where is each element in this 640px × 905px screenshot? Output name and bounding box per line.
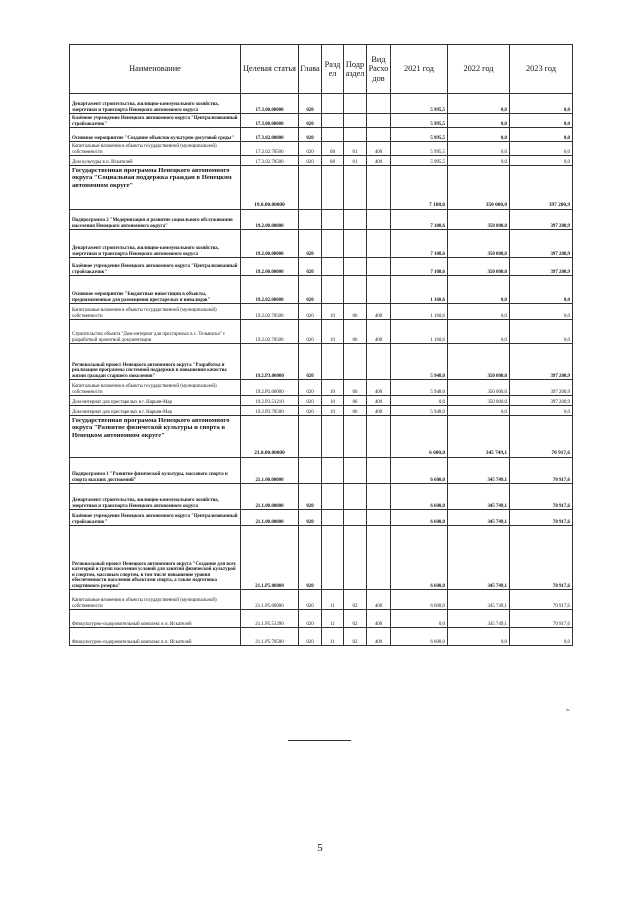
row-exp-type: 400 [367,380,391,396]
row-chapter: 020 [299,510,322,526]
table-row [70,344,573,380]
row-subsection: 02 [344,628,367,646]
row-2023: 397 200,9 [510,210,573,230]
row-chapter: 020 [299,258,322,276]
row-name: Подпрограмма 1 "Развитие физической культуры, массового спорта и спорта высших достижений" [70,458,241,484]
row-name: Департамент строительства, жилищно-коммунального хозяйства, энергетики и транспорта Ненецкого автономного округа [70,94,241,114]
row-2022: 0,0 [448,156,510,166]
row-section [322,276,344,304]
row-2022: 0,0 [448,628,510,646]
row-2021: 5 995,5 [391,142,448,156]
row-target: 21.1.P5.00000 [241,590,299,610]
table-row [70,210,573,230]
row-2022: 0,0 [448,94,510,114]
row-target: 19.2.02.70500 [241,304,299,320]
row-subsection: 01 [344,156,367,166]
row-target: 21.1.00.00000 [241,484,299,510]
row-section [322,344,344,380]
row-2022: 0,0 [448,114,510,128]
row-name: Казённое учреждение Ненецкого автономного округа "Централизованный стройзаказчик" [70,258,241,276]
header-section: Раздел [322,45,344,94]
row-2023: 70 917,6 [510,416,573,458]
row-name: Государственная программа Ненецкого автономного округа "Социальная поддержка граждан в Ненецком автономном округе" [70,166,241,210]
row-target: 19.2.P3.00000 [241,380,299,396]
row-target: 19.2.P3.00000 [241,344,299,380]
table-header [70,45,573,94]
row-subsection [344,210,367,230]
row-2021: 5 995,5 [391,156,448,166]
table-row [70,406,573,416]
row-name: Департамент строительства, жилищно-коммунального хозяйства, энергетики и транспорта Ненецкого автономного округа [70,230,241,258]
row-2023: 0,0 [510,156,573,166]
row-name: Основное мероприятие "Создание объектов культурно-досуговой среды" [70,128,241,142]
row-2022: 0,0 [448,304,510,320]
row-2023: 397 200,9 [510,258,573,276]
row-2022: 0,0 [448,406,510,416]
row-2023: 70 917,6 [510,458,573,484]
row-2021: 6 600,0 [391,484,448,510]
row-target: 19.2.00.00000 [241,230,299,258]
row-chapter: 020 [299,320,322,344]
row-2023: 70 917,6 [510,526,573,590]
row-2021: 6 600,0 [391,526,448,590]
row-target: 19.2.02.00000 [241,276,299,304]
row-2021: 1 160,6 [391,304,448,320]
row-2021: 5 948,0 [391,344,448,380]
row-target: 17.3.00.00000 [241,94,299,114]
row-subsection: 06 [344,406,367,416]
row-chapter: 020 [299,484,322,510]
row-target: 17.3.02.70500 [241,156,299,166]
corner-mark: ». [566,707,571,713]
table-row [70,166,573,210]
page-number: 5 [317,842,323,854]
row-name: Капитальные вложения в объекты государственной (муниципальной) собственности [70,304,241,320]
row-2023: 0,0 [510,406,573,416]
row-chapter: 020 [299,230,322,258]
row-target: 19.2.00.00000 [241,258,299,276]
table-row [70,230,573,258]
row-subsection: 01 [344,142,367,156]
row-2021: 7 108,6 [391,210,448,230]
row-target: 21.0.00.00000 [241,416,299,458]
row-exp-type: 400 [367,610,391,628]
row-2022: 350 000,0 [448,396,510,406]
row-2022: 350 000,0 [448,258,510,276]
row-exp-type [367,458,391,484]
table-row [70,380,573,396]
header-target: Целевая статья [241,45,299,94]
row-subsection [344,114,367,128]
row-subsection: 02 [344,590,367,610]
row-exp-type [367,166,391,210]
row-2023: 397 200,9 [510,396,573,406]
table-row [70,258,573,276]
row-target: 19.2.02.70500 [241,320,299,344]
row-2022: 350 000,0 [448,380,510,396]
row-exp-type [367,416,391,458]
row-exp-type: 400 [367,396,391,406]
row-subsection: 06 [344,396,367,406]
row-2023: 70 917,6 [510,510,573,526]
table-row [70,114,573,128]
row-chapter: 020 [299,610,322,628]
row-target: 21.1.P5.70500 [241,628,299,646]
row-subsection [344,484,367,510]
row-section: 11 [322,590,344,610]
row-subsection: 06 [344,380,367,396]
row-subsection [344,128,367,142]
row-2021: 0,0 [391,396,448,406]
header-name: Наименование [70,45,241,94]
row-target: 17.3.00.00000 [241,114,299,128]
row-chapter [299,210,322,230]
table-row [70,510,573,526]
table-row [70,142,573,156]
row-2022: 0,0 [448,142,510,156]
row-2023: 0,0 [510,304,573,320]
row-exp-type [367,128,391,142]
table-row [70,416,573,458]
row-2023: 70 917,6 [510,484,573,510]
row-2023: 70 917,6 [510,590,573,610]
row-subsection [344,230,367,258]
row-section [322,94,344,114]
row-exp-type: 400 [367,156,391,166]
row-name: Физкультурно-оздоровительный комплекс в п. Искателей [70,628,241,646]
table-row [70,156,573,166]
row-subsection [344,526,367,590]
row-2023: 70 917,6 [510,610,573,628]
row-name: Казённое учреждение Ненецкого автономного округа "Централизованный стройзаказчик" [70,114,241,128]
row-name: Основное мероприятие "Бюджетные инвестиции в объекты, предназначенные для размещения престарелых и инвалидов" [70,276,241,304]
table-row [70,304,573,320]
row-2022: 345 749,1 [448,526,510,590]
row-target: 19.0.00.00000 [241,166,299,210]
row-chapter: 020 [299,304,322,320]
row-2022: 0,0 [448,320,510,344]
row-2023: 397 200,9 [510,230,573,258]
row-2021: 5 995,5 [391,94,448,114]
row-name: Региональный проект Ненецкого автономного округа "Разработка и реализация программы системной поддержки и повышения качества жизни граждан старшего поколения" [70,344,241,380]
table-row [70,94,573,114]
row-name: Департамент строительства, жилищно-коммунального хозяйства, энергетики и транспорта Ненецкого автономного округа [70,484,241,510]
row-exp-type [367,276,391,304]
row-subsection [344,258,367,276]
row-exp-type: 400 [367,304,391,320]
row-subsection [344,166,367,210]
row-section: 10 [322,304,344,320]
row-name: Физкультурно-оздоровительный комплекс в п. Искателей [70,610,241,628]
row-target: 21.1.P5.51390 [241,610,299,628]
row-exp-type: 400 [367,320,391,344]
row-section: 11 [322,628,344,646]
row-exp-type: 400 [367,628,391,646]
row-exp-type [367,258,391,276]
row-exp-type [367,344,391,380]
row-chapter: 020 [299,628,322,646]
row-2021: 0,0 [391,610,448,628]
row-2022: 0,0 [448,128,510,142]
table-row [70,590,573,610]
table-body [70,94,573,646]
row-section [322,230,344,258]
row-section: 11 [322,610,344,628]
table-row [70,276,573,304]
row-exp-type [367,526,391,590]
row-target: 21.1.P5.00000 [241,526,299,590]
row-chapter: 020 [299,406,322,416]
row-2023: 0,0 [510,276,573,304]
row-subsection [344,510,367,526]
row-exp-type: 400 [367,406,391,416]
row-section [322,114,344,128]
row-chapter: 020 [299,396,322,406]
row-2021: 7 108,6 [391,166,448,210]
row-name: Строительство объекта "Дом-интернат для престарелых в с. Тельвиска" с разработкой проектной документации [70,320,241,344]
row-2021: 1 160,6 [391,320,448,344]
row-section [322,166,344,210]
row-2021: 6 600,0 [391,590,448,610]
row-2021: 6 600,0 [391,510,448,526]
row-chapter [299,416,322,458]
row-target: 19.2.P3.51210 [241,396,299,406]
row-chapter: 020 [299,344,322,380]
row-chapter: 020 [299,114,322,128]
row-name: Дом культуры в п. Искателей [70,156,241,166]
row-target: 21.1.00.00000 [241,510,299,526]
row-2022: 345 749,1 [448,590,510,610]
row-subsection: 06 [344,304,367,320]
budget-table [69,44,573,646]
row-2021: 5 995,5 [391,114,448,128]
row-section [322,210,344,230]
header-2023: 2023 год [510,45,573,94]
row-2021: 1 160,6 [391,276,448,304]
row-subsection [344,276,367,304]
row-name: Капитальные вложения в объекты государственной (муниципальной) собственности [70,380,241,396]
table-row [70,526,573,590]
row-exp-type [367,510,391,526]
row-name: Капитальные вложения в объекты государственной (муниципальной) собственности [70,590,241,610]
row-name: Капитальные вложения в объекты государственной (муниципальной) собственности [70,142,241,156]
row-chapter: 020 [299,380,322,396]
header-chapter: Глава [299,45,322,94]
row-name: Дом-интернат для престарелых в г. Нарьян-Мар [70,406,241,416]
row-subsection: 06 [344,320,367,344]
header-2021: 2021 год [391,45,448,94]
row-2023: 0,0 [510,114,573,128]
row-subsection [344,416,367,458]
row-section [322,258,344,276]
row-section [322,458,344,484]
row-exp-type [367,230,391,258]
row-target: 17.3.02.00000 [241,128,299,142]
row-2023: 0,0 [510,142,573,156]
row-section [322,510,344,526]
row-2022: 345 749,1 [448,484,510,510]
row-exp-type [367,484,391,510]
table-row [70,128,573,142]
row-chapter: 020 [299,276,322,304]
row-target: 19.2.00.00000 [241,210,299,230]
row-section [322,526,344,590]
row-chapter: 020 [299,94,322,114]
row-exp-type: 400 [367,142,391,156]
row-2023: 0,0 [510,320,573,344]
row-section: 10 [322,320,344,344]
row-2022: 350 000,0 [448,230,510,258]
row-chapter: 020 [299,128,322,142]
row-section: 10 [322,406,344,416]
row-2022: 345 749,1 [448,416,510,458]
row-2023: 0,0 [510,94,573,114]
header-subsection: Подраздел [344,45,367,94]
row-2021: 5 948,0 [391,380,448,396]
table-row [70,628,573,646]
row-2021: 5 948,0 [391,406,448,416]
row-name: Дом-интернат для престарелых в г. Нарьян-Мар [70,396,241,406]
row-chapter: 020 [299,156,322,166]
header-2022: 2022 год [448,45,510,94]
row-target: 17.3.02.70500 [241,142,299,156]
row-section: 08 [322,156,344,166]
row-target: 21.1.00.00000 [241,458,299,484]
row-chapter: 020 [299,590,322,610]
table-row [70,458,573,484]
row-subsection: 02 [344,610,367,628]
row-2022: 345 749,1 [448,458,510,484]
row-section [322,128,344,142]
row-subsection [344,458,367,484]
row-2023: 397 200,9 [510,344,573,380]
header-exp-type: Вид Расходов [367,45,391,94]
row-2022: 345 749,1 [448,510,510,526]
row-2022: 345 749,1 [448,610,510,628]
row-2022: 350 000,0 [448,166,510,210]
row-exp-type [367,114,391,128]
row-section [322,416,344,458]
row-exp-type: 400 [367,590,391,610]
row-2022: 0,0 [448,276,510,304]
row-2022: 350 000,0 [448,344,510,380]
row-2021: 6 600,0 [391,628,448,646]
row-2021: 5 995,5 [391,128,448,142]
row-2021: 6 600,0 [391,458,448,484]
row-2021: 7 108,6 [391,230,448,258]
row-2023: 0,0 [510,128,573,142]
row-subsection [344,344,367,380]
row-2023: 397 200,9 [510,166,573,210]
row-chapter [299,166,322,210]
row-name: Казённое учреждение Ненецкого автономного округа "Централизованный стройзаказчик" [70,510,241,526]
table-row [70,610,573,628]
row-2022: 350 000,0 [448,210,510,230]
row-2021: 7 108,6 [391,258,448,276]
row-chapter: 020 [299,142,322,156]
row-name: Подпрограмма 2 "Модернизация и развитие социального обслуживания населения Ненецкого автономного округа" [70,210,241,230]
row-2021: 6 600,0 [391,416,448,458]
row-2023: 0,0 [510,628,573,646]
row-chapter [299,458,322,484]
row-exp-type [367,94,391,114]
row-section: 10 [322,380,344,396]
row-section: 10 [322,396,344,406]
table-row [70,396,573,406]
row-section [322,484,344,510]
row-name: Государственная программа Ненецкого автономного округа "Развитие физической культуры и спорта в Ненецком автономном округе" [70,416,241,458]
separator-line [288,740,351,741]
row-2023: 397 200,9 [510,380,573,396]
row-exp-type [367,210,391,230]
row-target: 19.2.P3.70500 [241,406,299,416]
table-row [70,320,573,344]
row-subsection [344,94,367,114]
row-section: 08 [322,142,344,156]
table-row [70,484,573,510]
row-name: Региональный проект Ненецкого автономного округа "Создание для всех категорий и групп населения условий для занятий физической культурой и спортом, массовым спортом, в том числе повышение уровня обеспеченности населения объектами спорта, а также подготовка спортивного резерва" [70,526,241,590]
row-chapter: 020 [299,526,322,590]
